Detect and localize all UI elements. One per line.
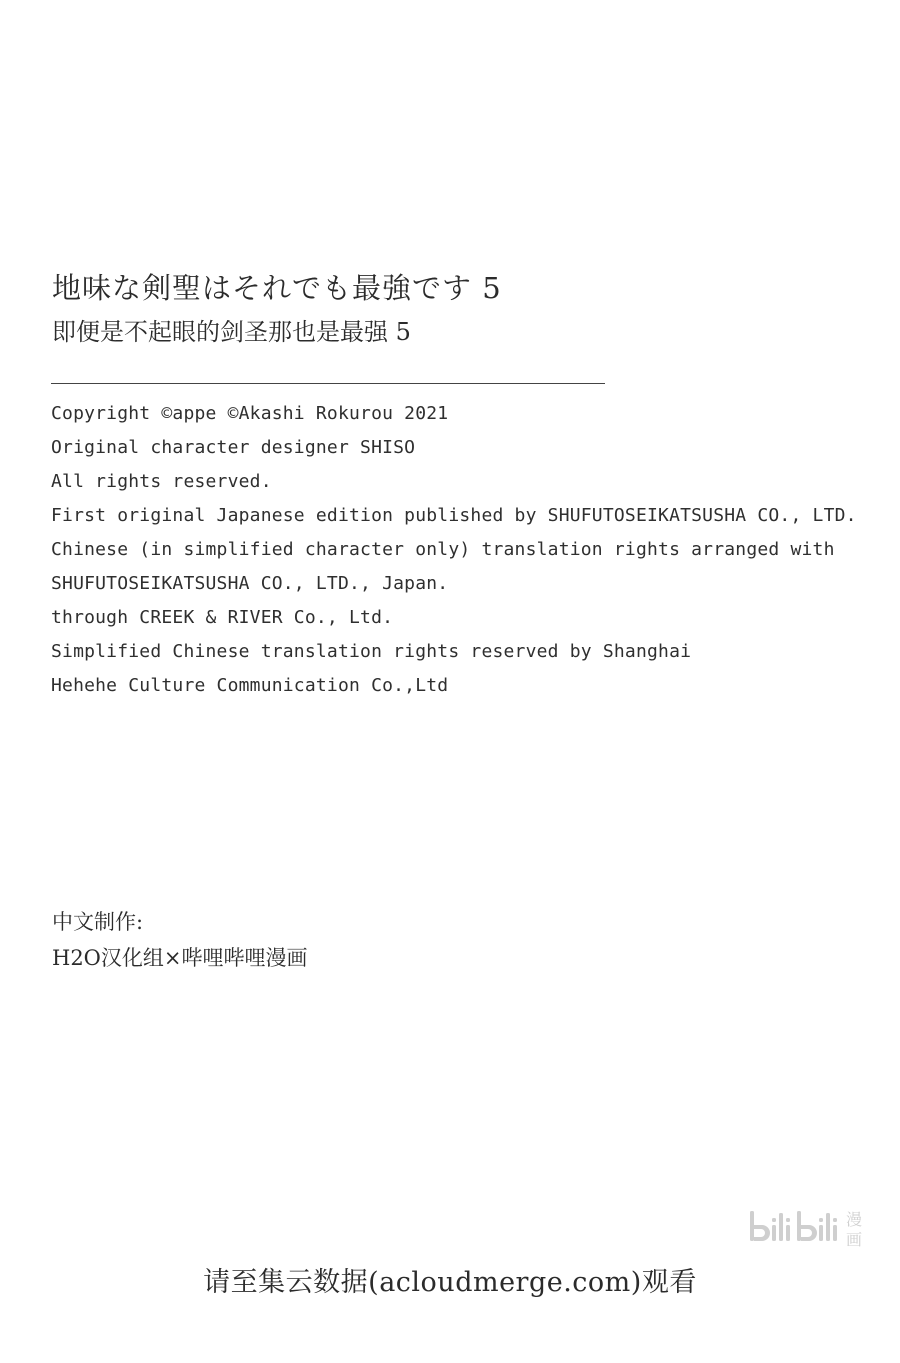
credit-line: through CREEK & RIVER Co., Ltd. xyxy=(51,607,394,628)
production-credit: H2O汉化组×哔哩哔哩漫画 xyxy=(52,946,308,970)
credit-line: All rights reserved. xyxy=(51,471,272,492)
svg-text:漫: 漫 xyxy=(846,1210,863,1229)
title-japanese: 地味な剣聖はそれでも最強です 5 xyxy=(52,271,502,305)
svg-text:画: 画 xyxy=(846,1230,863,1249)
footer-source-note: 请至集云数据(acloudmerge.com)观看 xyxy=(203,1267,697,1298)
bilibili-manga-logo-icon xyxy=(748,1205,870,1249)
title-chinese: 即便是不起眼的剑圣那也是最强 5 xyxy=(52,318,411,346)
production-label: 中文制作: xyxy=(52,910,144,934)
copyright-credits xyxy=(51,397,857,703)
credit-line: Simplified Chinese translation rights reserved by Shanghai xyxy=(51,641,692,662)
credit-line: Copyright ©appe ©Akashi Rokurou 2021 xyxy=(51,403,449,424)
credit-line: Original character designer SHISO xyxy=(51,437,416,458)
credit-line: SHUFUTOSEIKATSUSHA CO., LTD., Japan. xyxy=(51,573,449,594)
credit-line: Chinese (in simplified character only) translation rights arranged with xyxy=(51,539,835,560)
divider-line xyxy=(51,383,605,384)
credit-line: First original Japanese edition published by SHUFUTOSEIKATSUSHA CO., LTD. xyxy=(51,505,857,526)
credit-line: Hehehe Culture Communication Co.,Ltd xyxy=(51,675,449,696)
